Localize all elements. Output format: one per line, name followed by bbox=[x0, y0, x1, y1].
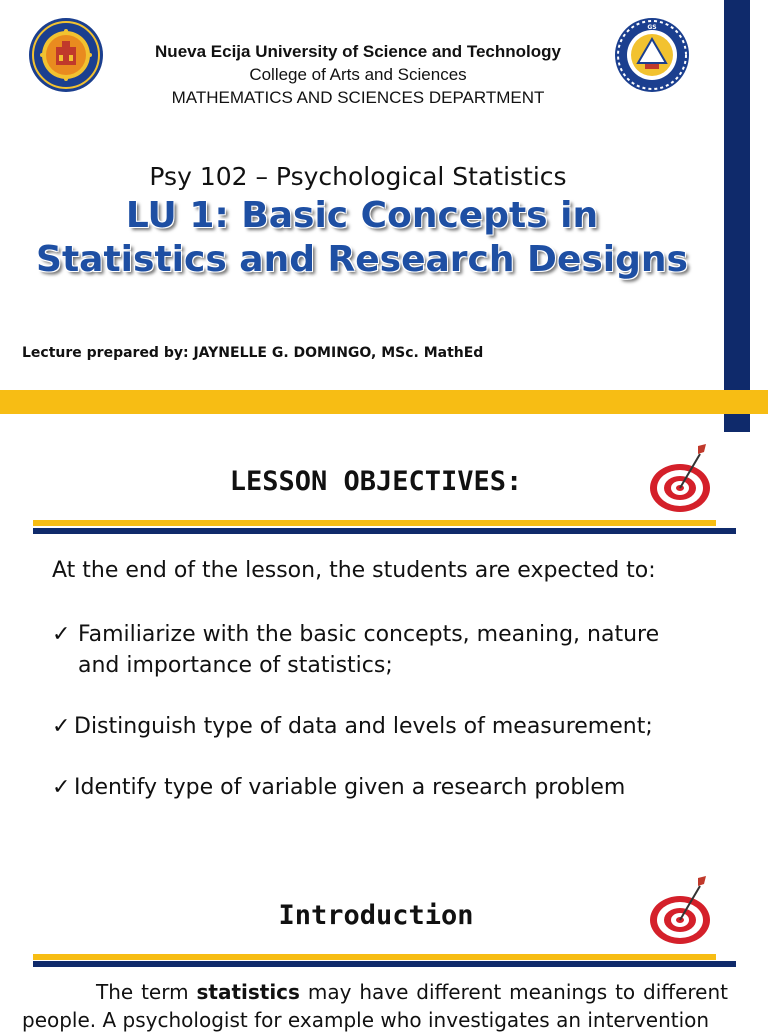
objective-2-text: Distinguish type of data and levels of measurement; bbox=[74, 714, 653, 739]
checkmark-icon: ✓ bbox=[52, 714, 71, 739]
introduction-heading: Introduction bbox=[278, 900, 474, 931]
university-name: Nueva Ecija University of Science and Technology bbox=[155, 42, 561, 61]
department-name: MATHEMATICS AND SCIENCES DEPARTMENT bbox=[171, 88, 545, 107]
objectives-intro: At the end of the lesson, the students are expected to: bbox=[52, 558, 656, 583]
objective-item bbox=[52, 772, 625, 803]
lesson-title bbox=[0, 194, 724, 282]
objectives-heading: LESSON OBJECTIVES: bbox=[229, 466, 523, 497]
title-slide bbox=[0, 0, 768, 415]
objective-item bbox=[52, 711, 653, 742]
objective-1-line-2: and importance of statistics; bbox=[78, 653, 393, 678]
target-with-dart-icon bbox=[648, 872, 718, 946]
course-title: Psy 102 – Psychological Statistics bbox=[149, 162, 567, 191]
yellow-divider-band bbox=[0, 390, 768, 414]
heading-underline-navy bbox=[33, 528, 736, 534]
heading-underline-yellow bbox=[33, 520, 716, 526]
graduate-school-seal-logo bbox=[614, 17, 690, 93]
objective-item bbox=[52, 619, 659, 681]
college-name: College of Arts and Sciences bbox=[249, 65, 467, 84]
statistics-term: statistics bbox=[196, 980, 300, 1004]
lesson-title-line-1: LU 1: Basic Concepts in bbox=[125, 195, 599, 236]
heading-underline-yellow bbox=[33, 954, 716, 960]
checkmark-icon: ✓ bbox=[52, 622, 71, 647]
university-seal-logo bbox=[28, 17, 104, 93]
objective-1-line-1: Familiarize with the basic concepts, meaning, nature bbox=[78, 622, 660, 647]
objective-3-text: Identify type of variable given a research problem bbox=[74, 775, 626, 800]
lesson-title-line-2: Statistics and Research Designs bbox=[36, 239, 688, 280]
target-with-dart-icon bbox=[648, 440, 718, 514]
checkmark-icon: ✓ bbox=[52, 775, 71, 800]
lecturer-credit: Lecture prepared by: JAYNELLE G. DOMINGO, MSc. MathEd bbox=[22, 345, 484, 361]
navy-side-bar bbox=[724, 0, 750, 432]
introduction-paragraph: The term statistics may have different meanings to different people. A psychologist for example who investigates an intervention bbox=[22, 980, 728, 1032]
heading-underline-navy bbox=[33, 961, 736, 967]
svg-text:GS: GS bbox=[647, 24, 657, 31]
